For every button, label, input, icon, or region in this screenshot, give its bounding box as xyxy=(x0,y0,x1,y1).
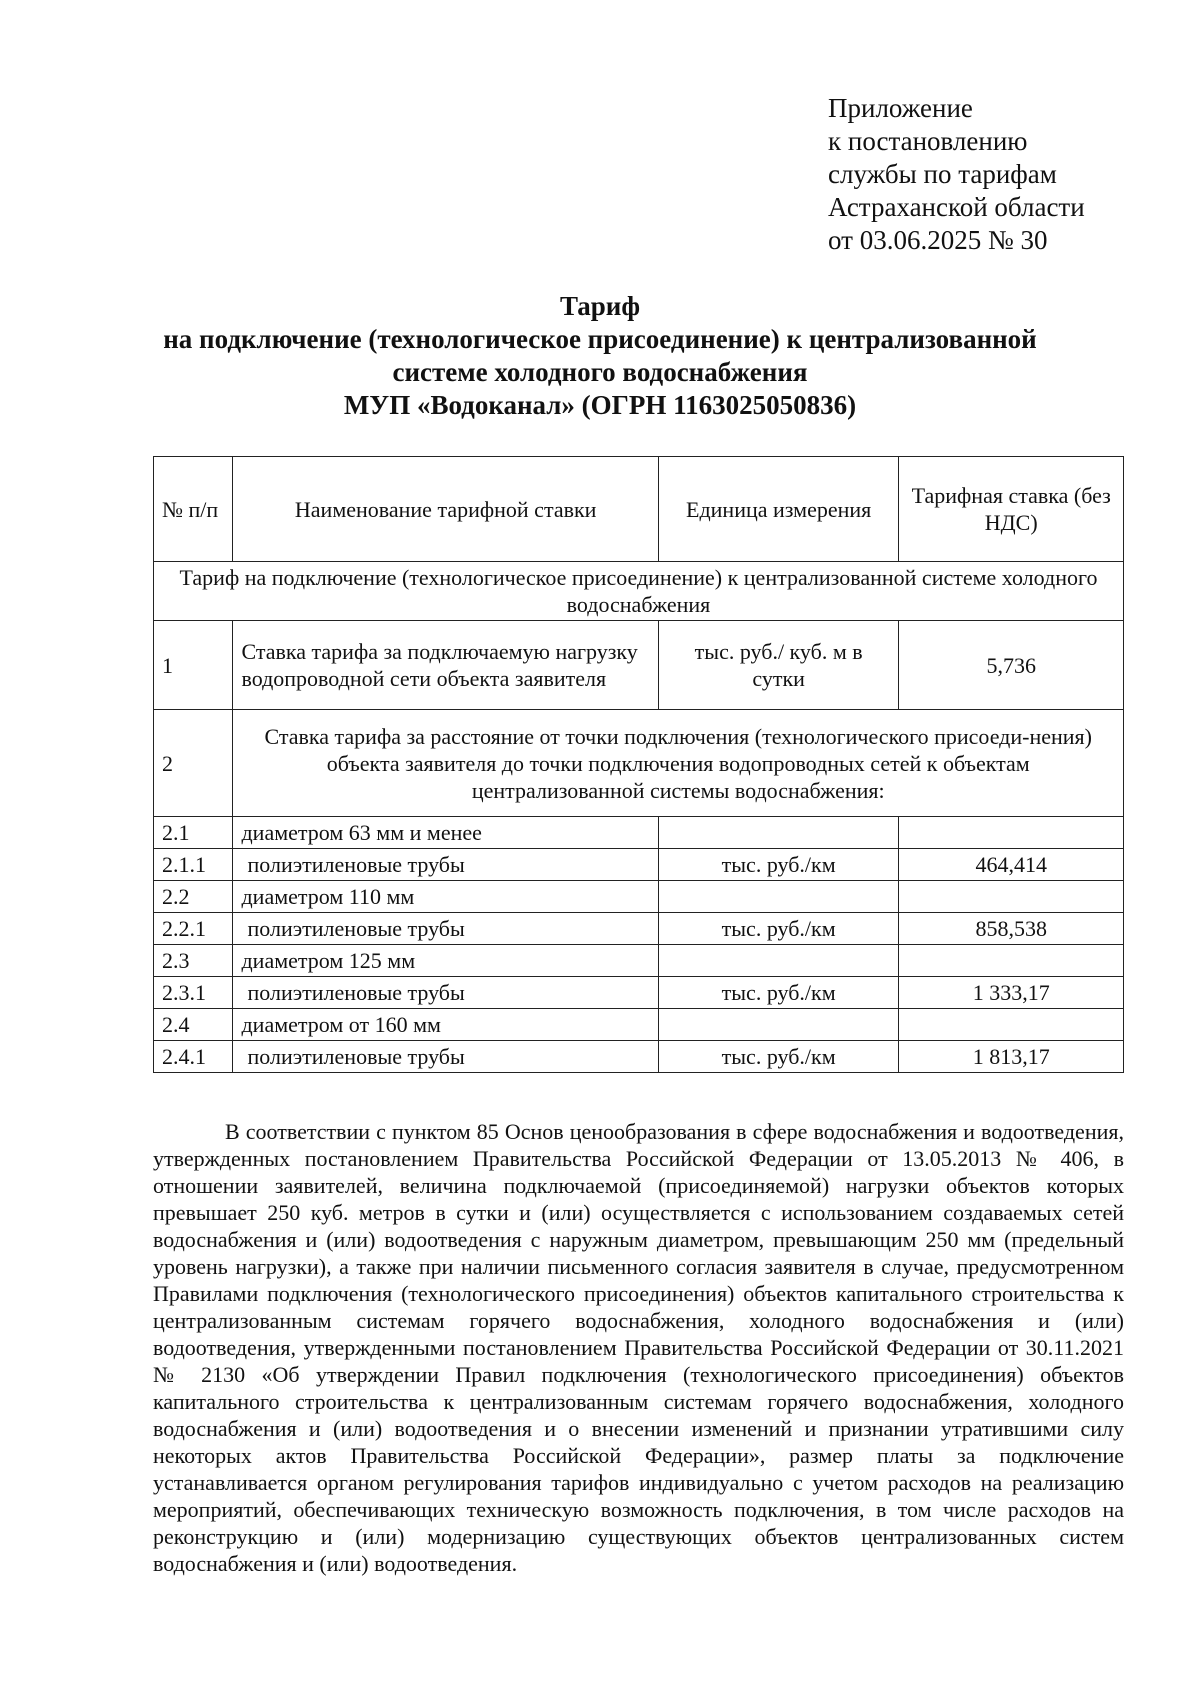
cell-name: полиэтиленовые трубы xyxy=(233,1041,658,1073)
cell-num: 2.4.1 xyxy=(154,1041,233,1073)
cell-rate: 1 333,17 xyxy=(899,977,1124,1009)
table-row xyxy=(154,1009,1124,1041)
cell-rate xyxy=(899,817,1124,849)
header-num: № п/п xyxy=(154,457,233,562)
header-unit: Единица измерения xyxy=(658,457,899,562)
title-line: МУП «Водоканал» (ОГРН 1163025050836) xyxy=(343,390,857,420)
title-line: на подключение (технологическое присоединение) к централизованной xyxy=(163,324,1037,354)
table-row xyxy=(154,977,1124,1009)
cell-name: диаметром 125 мм xyxy=(233,945,658,977)
cell-num: 2.3.1 xyxy=(154,977,233,1009)
header-name: Наименование тарифной ставки xyxy=(233,457,658,562)
appendix-line: Приложение xyxy=(828,93,973,123)
title-line: системе холодного водоснабжения xyxy=(392,357,808,387)
section-title: Тариф на подключение (технологическое присоединение) к централизованной системе холодного водоснабжения xyxy=(154,562,1124,621)
cell-unit: тыс. руб./км xyxy=(658,1041,899,1073)
title-line: Тариф xyxy=(559,291,641,321)
table-row xyxy=(154,1041,1124,1073)
table-row xyxy=(154,621,1124,710)
cell-rate: 1 813,17 xyxy=(899,1041,1124,1073)
appendix-line: службы по тарифам xyxy=(828,159,1057,189)
body-paragraph: В соответствии с пунктом 85 Основ ценообразования в сфере водоснабжения и водоотведения, утвержденных постановлением Правительства Российской Федерации от 13.05.2013 № 406, в отношении заявителей, величина подключаемой (присоединяемой) нагрузки объектов которых превышает 250 куб. метров в сутки и (или) осуществляется с использованием создаваемых сетей водоснабжения и (или) водоотведения с наружным диаметром, превышающим 250 мм (предельный уровень нагрузки), а также при наличии письменного согласия заявителя в случае, предусмотренном Правилами подключения (технологического присоединения) объектов капитального строительства к централизованным системам горячего водоснабжения, холодного водоснабжения и (или) водоотведения, утвержденными постановлением Правительства Российской Федерации от 30.11.2021 № 2130 «Об утверждении Правил подключения (технологического присоединения) объектов капитального строительства к централизованным системам горячего водоснабжения, холодного водоснабжения и (или) водоотведения и о внесении изменений и признании утратившими силу некоторых актов Правительства Российской Федерации», размер платы за подключение устанавливается органом регулирования тарифов индивидуально с учетом расходов на реализацию мероприятий, обеспечивающих техническую возможность подключения, в том числе расходов на реконструкцию и (или) модернизацию существующих объектов централизованных систем водоснабжения и (или) водоотведения. xyxy=(153,1119,1124,1576)
table-row xyxy=(154,945,1124,977)
table-row xyxy=(154,710,1124,817)
cell-name: Ставка тарифа за расстояние от точки подключения (технологического присоеди-нения) объекта заявителя до точки подключения водопроводных сетей к объектам централизованной системы водоснабжения: xyxy=(233,710,1124,817)
cell-rate: 5,736 xyxy=(899,621,1124,710)
cell-name: Ставка тарифа за подключаемую нагрузку водопроводной сети объекта заявителя xyxy=(233,621,658,710)
cell-rate: 858,538 xyxy=(899,913,1124,945)
cell-unit: тыс. руб./км xyxy=(658,849,899,881)
appendix-line: Астраханской области xyxy=(828,192,1085,222)
table-section-row xyxy=(154,562,1124,621)
cell-num: 2.2.1 xyxy=(154,913,233,945)
cell-unit: тыс. руб./км xyxy=(658,913,899,945)
table-row xyxy=(154,881,1124,913)
table-header-row xyxy=(154,457,1124,562)
cell-name: диаметром 63 мм и менее xyxy=(233,817,658,849)
cell-unit xyxy=(658,817,899,849)
table-row xyxy=(154,849,1124,881)
cell-name: полиэтиленовые трубы xyxy=(233,977,658,1009)
cell-rate xyxy=(899,881,1124,913)
cell-name: диаметром от 160 мм xyxy=(233,1009,658,1041)
appendix-date-number: от 03.06.2025 № 30 xyxy=(828,225,1048,255)
cell-num: 2.4 xyxy=(154,1009,233,1041)
cell-num: 2.2 xyxy=(154,881,233,913)
cell-unit xyxy=(658,1009,899,1041)
cell-unit xyxy=(658,945,899,977)
cell-unit: тыс. руб./км xyxy=(658,977,899,1009)
cell-unit: тыс. руб./ куб. м в сутки xyxy=(658,621,899,710)
cell-num: 2 xyxy=(154,710,233,817)
header-rate: Тарифная ставка (без НДС) xyxy=(899,457,1124,562)
cell-num: 1 xyxy=(154,621,233,710)
document-title xyxy=(120,290,1080,422)
cell-rate xyxy=(899,945,1124,977)
table-row xyxy=(154,817,1124,849)
table-row xyxy=(154,913,1124,945)
cell-unit xyxy=(658,881,899,913)
appendix-block xyxy=(828,92,1085,257)
tariff-table xyxy=(153,456,1124,1073)
cell-name: полиэтиленовые трубы xyxy=(233,913,658,945)
cell-rate xyxy=(899,1009,1124,1041)
appendix-line: к постановлению xyxy=(828,126,1028,156)
cell-name: полиэтиленовые трубы xyxy=(233,849,658,881)
cell-num: 2.1 xyxy=(154,817,233,849)
cell-rate: 464,414 xyxy=(899,849,1124,881)
cell-num: 2.1.1 xyxy=(154,849,233,881)
cell-num: 2.3 xyxy=(154,945,233,977)
cell-name: диаметром 110 мм xyxy=(233,881,658,913)
